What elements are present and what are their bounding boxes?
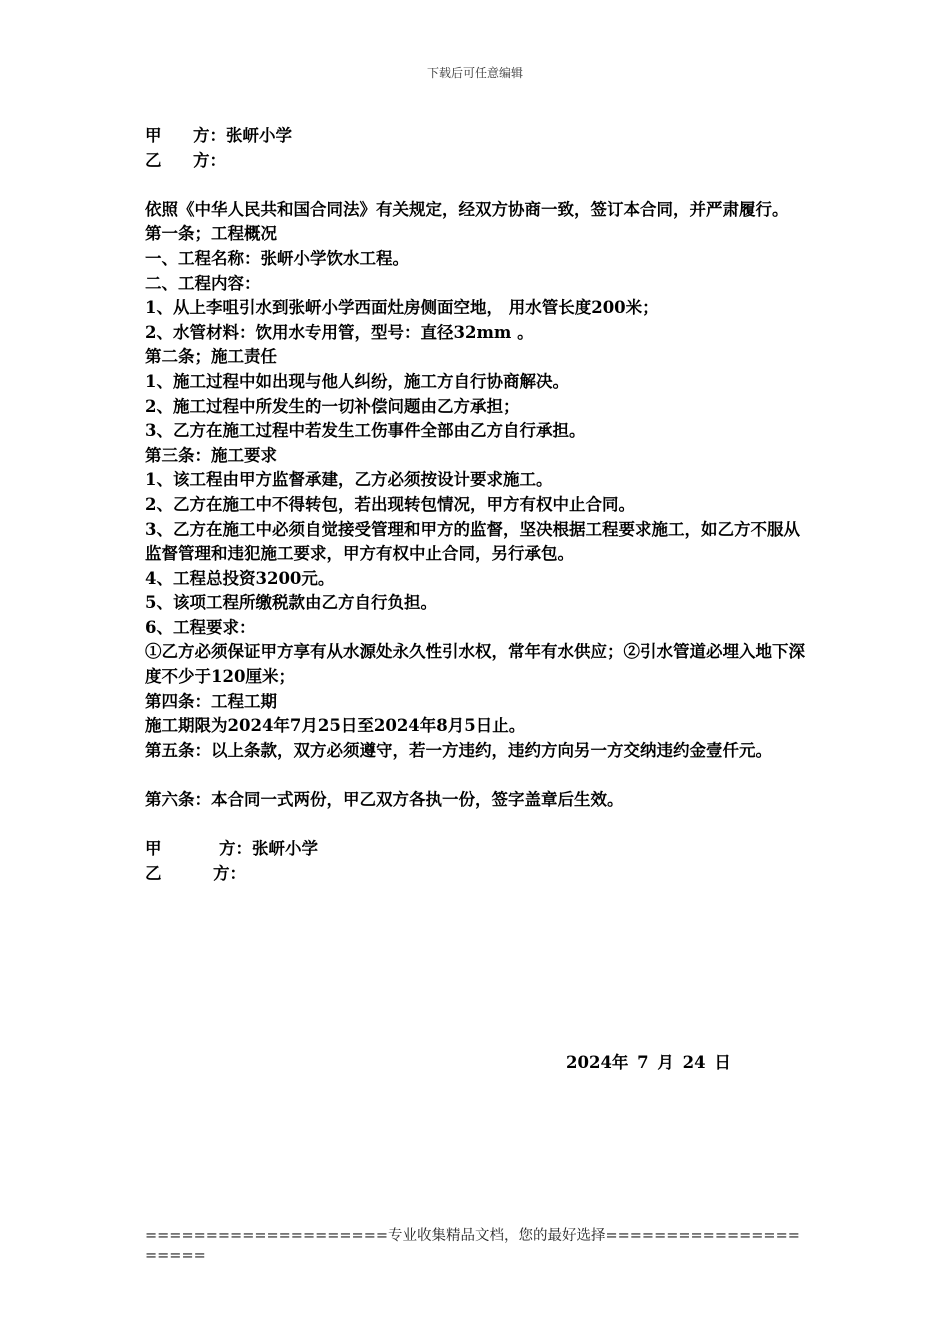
party-a-suffix: 方：	[193, 126, 226, 145]
contract-paragraph: 二、工程内容：	[145, 273, 261, 293]
contract-paragraph: 第三条：施工要求	[145, 445, 277, 465]
party-a-line-top	[145, 124, 810, 149]
contract-paragraph: 3、乙方在施工过程中若发生工伤事件全部由乙方自行承担。	[145, 421, 586, 441]
party-b-label: 乙	[145, 150, 162, 170]
footer-banner: ====================专业收集精品文档，您的最好选择=====================	[145, 1228, 800, 1264]
party-a-label-bottom: 甲	[145, 839, 162, 859]
party-b-line-bottom	[145, 862, 810, 887]
contract-paragraph: 4、工程总投资3200元。	[145, 568, 335, 588]
contract-paragraph: 第五条：以上条款，双方必须遵守，若一方违约，违约方向另一方交纳违约金壹仟元。	[145, 740, 772, 760]
contract-paragraph: 第一条；工程概况	[145, 224, 277, 244]
party-b-label-bottom: 乙	[145, 863, 162, 883]
contract-paragraph: 1、该工程由甲方监督承建，乙方必须按设计要求施工。	[145, 470, 553, 490]
contract-body	[145, 124, 810, 886]
contract-paragraph: 一、工程名称：张岍小学饮水工程。	[145, 248, 409, 268]
contract-paragraph: 1、从上李咀引水到张岍小学西面灶房侧面空地， 用水管长度200米；	[145, 298, 659, 318]
party-a-name: 张岍小学	[226, 126, 292, 145]
contract-paragraph: 第四条：工程工期	[145, 691, 277, 711]
spacer	[145, 763, 810, 788]
party-a-line-bottom	[145, 837, 810, 862]
spacer	[145, 173, 810, 198]
party-b-suffix-bottom: 方：	[213, 863, 246, 883]
contract-paragraph: 6、工程要求：	[145, 617, 256, 637]
party-a-label: 甲	[145, 126, 162, 145]
party-b-suffix: 方：	[193, 150, 226, 170]
contract-paragraph: 1、施工过程中如出现与他人纠纷，施工方自行协商解决。	[145, 371, 569, 391]
contract-paragraph: ①乙方必须保证甲方享有从水源处永久性引水权，常年有水供应；②引水管道必埋入地下深度不少于120厘米；	[145, 642, 805, 687]
party-a-suffix-bottom: 方：	[219, 839, 252, 859]
party-b-line-top	[145, 149, 810, 174]
signing-date: 2024年 7 月 24 日	[566, 1053, 731, 1072]
closing-clause: 第六条：本合同一式两份，甲乙双方各执一份，签字盖章后生效。	[145, 790, 624, 810]
contract-paragraph: 3、乙方在施工中必须自觉接受管理和甲方的监督，坚决根据工程要求施工，如乙方不服从监督管理和违犯施工要求，甲方有权中止合同，另行承包。	[145, 519, 800, 564]
contract-paragraph: 5、该项工程所缴税款由乙方自行负担。	[145, 593, 437, 613]
contract-paragraph: 2、施工过程中所发生的一切补偿问题由乙方承担；	[145, 396, 520, 416]
spacer	[145, 813, 810, 838]
contract-clauses	[145, 198, 810, 764]
contract-paragraph: 2、水管材料：饮用水专用管，型号：直径32mm 。	[145, 322, 534, 342]
contract-paragraph: 依照《中华人民共和国合同法》有关规定，经双方协商一致，签订本合同，并严肃履行。	[145, 199, 789, 219]
contract-paragraph: 施工期限为2024年7月25日至2024年8月5日止。	[145, 716, 526, 736]
contract-paragraph: 2、乙方在施工中不得转包，若出现转包情况，甲方有权中止合同。	[145, 494, 635, 514]
header-note: 下载后可任意编辑	[426, 66, 523, 80]
contract-paragraph: 第二条；施工责任	[145, 347, 277, 367]
party-a-name-bottom: 张岍小学	[252, 839, 318, 859]
